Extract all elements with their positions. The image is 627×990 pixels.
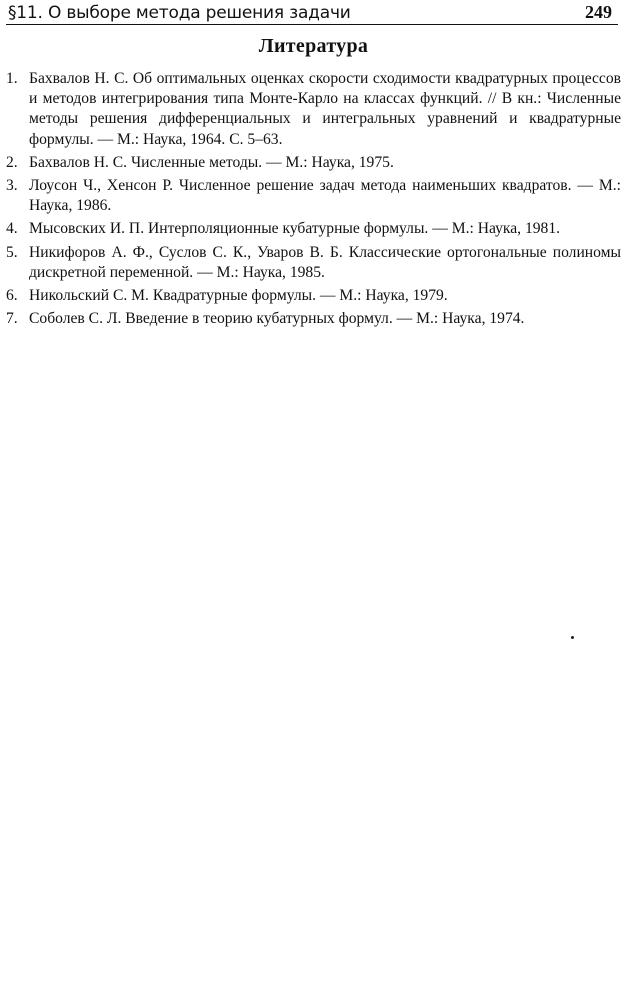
reference-number: 5. (6, 243, 18, 261)
reference-text: Лоусон Ч., Хенсон Р. Численное решение задач метода наименьших квадратов. — М.: Наука, 1986. (29, 177, 621, 215)
running-header-title: §11. О выборе метода решения задачи (8, 3, 351, 23)
reference-text: Бахвалов Н. С. Численные методы. — М.: Наука, 1975. (29, 153, 394, 171)
reference-item (0, 153, 627, 173)
reference-item (0, 219, 627, 239)
section-title: Литература (258, 35, 369, 57)
reference-number: 1. (6, 70, 18, 87)
reference-text: Бахвалов Н. С. Об оптимальных оценках скорости сходимости квадратурных процессов и методов интегрирования типа Монте-Карло на классах функций. // В кн.: Численные методы решения дифференциальных и интегральных уравнений и квадратурные формулы. — М.: Наука, 1964. С. 5–63. (29, 70, 621, 148)
reference-item (0, 176, 627, 216)
reference-item (0, 309, 627, 329)
reference-text: Никифоров А. Ф., Суслов С. К., Уваров В. Б. Классические ортогональные полиномы дискретной переменной. — М.: Наука, 1985. (29, 243, 621, 281)
print-speck (571, 636, 574, 639)
reference-text: Никольский С. М. Квадратурные формулы. — М.: Наука, 1979. (29, 287, 448, 305)
reference-text: Мысовских И. П. Интерполяционные кубатурные формулы. — М.: Наука, 1981. (29, 220, 561, 238)
reference-number: 7. (6, 310, 18, 328)
reference-item (0, 286, 627, 306)
running-header (6, 2, 618, 25)
reference-text: Соболев С. Л. Введение в теорию кубатурных формул. — М.: Наука, 1974. (29, 310, 525, 328)
reference-number: 3. (6, 177, 18, 195)
reference-number: 6. (6, 287, 18, 305)
reference-item (0, 69, 627, 150)
reference-list (0, 69, 627, 332)
reference-number: 4. (6, 220, 18, 238)
reference-number: 2. (6, 153, 18, 171)
reference-item (0, 243, 627, 283)
page-number: 249 (585, 2, 612, 22)
